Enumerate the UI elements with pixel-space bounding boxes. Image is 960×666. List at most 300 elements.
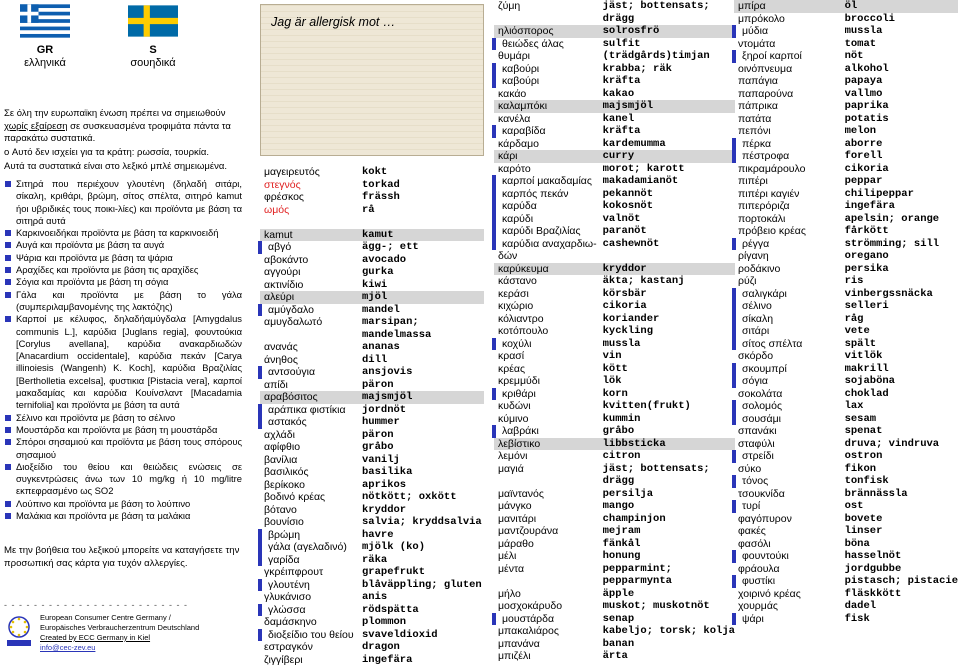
greek-term: πεπόνι bbox=[734, 125, 839, 138]
greek-term: λεμόνι bbox=[494, 450, 597, 463]
swedish-term: vitlök bbox=[839, 350, 958, 363]
swedish-term: chilipeppar bbox=[839, 188, 958, 201]
greek-term: σκουμπρί bbox=[734, 363, 839, 376]
table-row bbox=[260, 604, 484, 617]
swedish-term: fisk bbox=[839, 613, 958, 626]
swedish-term: ris bbox=[839, 275, 958, 288]
greek-term: γάλα (αγελαδινό) bbox=[260, 541, 356, 554]
swedish-term: anis bbox=[356, 591, 484, 604]
greek-term: πικραμάρουλο bbox=[734, 163, 839, 176]
table-row bbox=[734, 600, 958, 613]
table-row bbox=[494, 63, 735, 76]
greek-term: πρόβειο κρέας bbox=[734, 225, 839, 238]
list-item: Σπόροι σησαμιού και προϊόντα με βάση τους σπόρους σησαμιού bbox=[4, 436, 242, 461]
swedish-term: majsmjöl bbox=[597, 100, 735, 113]
greek-term: σιτάρι bbox=[734, 325, 839, 338]
table-row bbox=[734, 525, 958, 538]
table-row bbox=[260, 591, 484, 604]
swedish-term: råg bbox=[839, 313, 958, 326]
swedish-term: bovete bbox=[839, 513, 958, 526]
table-row bbox=[494, 463, 735, 476]
table-row bbox=[494, 550, 735, 563]
swedish-term: torkad bbox=[356, 179, 484, 192]
greek-term: μαγειρευτός bbox=[260, 166, 356, 179]
greek-term: απίδι bbox=[260, 379, 356, 392]
greek-term: αβοκάντο bbox=[260, 254, 356, 267]
table-row bbox=[734, 75, 958, 88]
table-row bbox=[734, 500, 958, 513]
greek-term: οινόπνευμα bbox=[734, 63, 839, 76]
swedish-term: mango bbox=[597, 500, 735, 513]
swedish-term: potatis bbox=[839, 113, 958, 126]
table-row bbox=[494, 325, 735, 338]
list-item: Σέλινο και προϊόντα με βάση το σέλινο bbox=[4, 412, 242, 424]
greek-term: αντσούγια bbox=[260, 366, 356, 379]
swedish-term: senap bbox=[597, 613, 735, 626]
table-row bbox=[734, 113, 958, 126]
greek-term: εστραγκόν bbox=[260, 641, 356, 654]
greek-term: κρέας bbox=[494, 363, 597, 376]
greek-term: σίτος σπέλτα bbox=[734, 338, 839, 351]
swedish-term: lök bbox=[597, 375, 735, 388]
table-row bbox=[734, 213, 958, 226]
swedish-term: fänkål bbox=[597, 538, 735, 551]
greek-term: βασιλικός bbox=[260, 466, 356, 479]
greek-term: κακάο bbox=[494, 88, 597, 101]
swedish-term: valnöt bbox=[597, 213, 735, 226]
table-row bbox=[734, 475, 958, 488]
table-row bbox=[494, 300, 735, 313]
table-row bbox=[494, 588, 735, 601]
greek-term: κάρδαμο bbox=[494, 138, 597, 151]
swedish-term: ärta bbox=[597, 650, 735, 663]
table-row bbox=[734, 50, 958, 63]
table-row bbox=[494, 388, 735, 401]
table-row bbox=[260, 516, 484, 529]
greek-term: kamut bbox=[260, 229, 356, 242]
greek-term: ζιγγίβερι bbox=[260, 654, 356, 666]
table-row bbox=[260, 554, 484, 567]
greek-term: σέλινο bbox=[734, 300, 839, 313]
greek-term: ηλιόσπορος bbox=[494, 25, 597, 38]
greek-term: σόγια bbox=[734, 375, 839, 388]
table-row bbox=[260, 279, 484, 292]
greek-term: βουνίσιο bbox=[260, 516, 356, 529]
greek-term: αλεύρι bbox=[260, 291, 356, 304]
swedish-term: kryddor bbox=[597, 263, 735, 276]
table-row bbox=[494, 150, 735, 163]
greek-term: μάραθο bbox=[494, 538, 597, 551]
swedish-term: jäst; bottensats; bbox=[597, 0, 735, 13]
greek-language-label: GR ελληνικά bbox=[0, 44, 90, 70]
table-row bbox=[260, 529, 484, 542]
table-row bbox=[494, 563, 735, 576]
table-row bbox=[734, 150, 958, 163]
swedish-term: frässh bbox=[356, 191, 484, 204]
greek-term: φράουλα bbox=[734, 563, 839, 576]
greek-term: κριθάρι bbox=[494, 388, 597, 401]
greek-term: ρίγανη bbox=[734, 250, 839, 263]
table-row bbox=[734, 25, 958, 38]
table-row bbox=[494, 75, 735, 88]
swedish-term: päron bbox=[356, 429, 484, 442]
table-row bbox=[734, 188, 958, 201]
greek-term: τσουκνίδα bbox=[734, 488, 839, 501]
swedish-term: salvia; kryddsalvia bbox=[356, 516, 484, 529]
table-row bbox=[494, 450, 735, 463]
swedish-term: gråbo bbox=[597, 425, 735, 438]
table-row bbox=[734, 225, 958, 238]
swedish-term: fläskkött bbox=[839, 588, 958, 601]
list-item: Αυγά και προϊόντα με βάση τα αυγά bbox=[4, 239, 242, 251]
swedish-term: paprika bbox=[839, 100, 958, 113]
greek-term: τόνος bbox=[734, 475, 839, 488]
table-row bbox=[260, 404, 484, 417]
swedish-term: svaveldioxid bbox=[356, 629, 484, 642]
greek-term: κανέλα bbox=[494, 113, 597, 126]
intro-paragraph: Σε όλη την ευρωπαϊκη ένωση πρέπει να σημειωθούν χωρίς εξαίρεση σε συσκευασμένα τροφιμάτα πάντα τα παρακάτω συστατικά. bbox=[4, 108, 242, 146]
greek-term: κιχώριο bbox=[494, 300, 597, 313]
greek-term: καρύκευμα bbox=[494, 263, 597, 276]
table-row bbox=[734, 88, 958, 101]
table-row bbox=[494, 163, 735, 176]
greek-term: μέντα bbox=[494, 563, 597, 576]
table-row bbox=[734, 238, 958, 251]
table-row bbox=[494, 425, 735, 438]
table-row bbox=[734, 263, 958, 276]
table-row bbox=[260, 179, 484, 192]
swedish-term: ingefära bbox=[356, 654, 484, 666]
swedish-term: drägg bbox=[597, 13, 735, 26]
swedish-term: fikon bbox=[839, 463, 958, 476]
table-row bbox=[260, 429, 484, 442]
table-row bbox=[494, 88, 735, 101]
swedish-term: krabba; räk bbox=[597, 63, 735, 76]
swedish-term: äpple bbox=[597, 588, 735, 601]
table-row bbox=[260, 291, 484, 304]
greek-term: καρπός πεκάν bbox=[494, 188, 597, 201]
greek-term: στρείδι bbox=[734, 450, 839, 463]
swedish-term: kardemumma bbox=[597, 138, 735, 151]
greek-term: σοκολάτα bbox=[734, 388, 839, 401]
cut-line: - - - - - - - - - - - - - - - - - - - - - - - - - bbox=[4, 600, 188, 610]
table-row bbox=[494, 250, 735, 263]
greek-term: καρύδι bbox=[494, 213, 597, 226]
swedish-term: persilja bbox=[597, 488, 735, 501]
greek-term: γλώσσα bbox=[260, 604, 356, 617]
greek-term: αφίφθιο bbox=[260, 441, 356, 454]
greek-term: ρύζι bbox=[734, 275, 839, 288]
table-row bbox=[260, 541, 484, 554]
table-row bbox=[734, 400, 958, 413]
swedish-term: dadel bbox=[839, 600, 958, 613]
swedish-term: kvitten(frukt) bbox=[597, 400, 735, 413]
swedish-term: plommon bbox=[356, 616, 484, 629]
table-row bbox=[494, 650, 735, 663]
greek-term: ντομάτα bbox=[734, 38, 839, 51]
swedish-term: rödspätta bbox=[356, 604, 484, 617]
table-row bbox=[734, 425, 958, 438]
swedish-term: sulfit bbox=[597, 38, 735, 51]
swedish-term: avocado bbox=[356, 254, 484, 267]
greek-term: κεράσι bbox=[494, 288, 597, 301]
greek-term: αστακός bbox=[260, 416, 356, 429]
list-item: Ψάρια και προϊόντα με βάση τα ψάρια bbox=[4, 252, 242, 264]
greek-term: αμυγδαλωτό bbox=[260, 316, 356, 329]
greek-term bbox=[260, 329, 356, 342]
table-row bbox=[260, 454, 484, 467]
greek-term: κόλιαντρο bbox=[494, 313, 597, 326]
greek-term: μουστάρδα bbox=[494, 613, 597, 626]
greek-term: ωμός bbox=[260, 204, 356, 217]
swedish-term: tonfisk bbox=[839, 475, 958, 488]
swedish-term: kummin bbox=[597, 413, 735, 426]
list-item: Γάλα και προϊόντα με βάση το γάλα (συμπεριλαμβανομένης της λακτόζης) bbox=[4, 289, 242, 314]
greek-term: λεβίστικο bbox=[494, 438, 597, 451]
table-row bbox=[494, 100, 735, 113]
table-row bbox=[494, 438, 735, 451]
table-row bbox=[494, 538, 735, 551]
greek-term: χοιρινό κρέας bbox=[734, 588, 839, 601]
greek-term: μπιζέλι bbox=[494, 650, 597, 663]
greek-term: φασόλι bbox=[734, 538, 839, 551]
greek-term: καρποί μακαδαμίας bbox=[494, 175, 597, 188]
swedish-term: kabeljo; torsk; kolja bbox=[597, 625, 735, 638]
greek-term: κρεμμύδι bbox=[494, 375, 597, 388]
swedish-term: majsmjöl bbox=[356, 391, 484, 404]
table-row bbox=[734, 488, 958, 501]
swedish-term: vin bbox=[597, 350, 735, 363]
swedish-term: mussla bbox=[839, 25, 958, 38]
swedish-term: kamut bbox=[356, 229, 484, 242]
greek-term: κυδώνι bbox=[494, 400, 597, 413]
table-row bbox=[260, 341, 484, 354]
table-row bbox=[734, 350, 958, 363]
list-item: Διοξείδιο του θείου και θειώδεις ενώσεις σε συγκεντρώσεις άνω των 10 mg/kg ή 10 mg/litre εκπεφρασμένο ως SO2 bbox=[4, 461, 242, 498]
greek-term: παπάγια bbox=[734, 75, 839, 88]
email-link[interactable]: info@cec-zev.eu bbox=[40, 643, 199, 653]
swedish-term: morot; karott bbox=[597, 163, 735, 176]
table-row bbox=[734, 338, 958, 351]
greek-term: κρασί bbox=[494, 350, 597, 363]
greek-term bbox=[260, 216, 356, 229]
swedish-term: spält bbox=[839, 338, 958, 351]
greek-term: αβγό bbox=[260, 241, 356, 254]
swedish-term: dragon bbox=[356, 641, 484, 654]
table-row bbox=[734, 325, 958, 338]
swedish-term: pistasch; pistacie bbox=[839, 575, 958, 588]
swedish-term: korn bbox=[597, 388, 735, 401]
greek-term: μπακαλιάρος bbox=[494, 625, 597, 638]
swedish-language-label: S σουηδικά bbox=[108, 44, 198, 70]
table-row bbox=[260, 216, 484, 229]
table-row bbox=[494, 138, 735, 151]
swedish-term: aborre bbox=[839, 138, 958, 151]
table-row bbox=[734, 38, 958, 51]
outro-paragraph: Με την βοήθεια του λεξικού μπορείτε να καταγήσετε την προσωπική σας κάρτα για τυχόν αλλεργίες. bbox=[4, 544, 240, 570]
table-row bbox=[494, 400, 735, 413]
swedish-term: linser bbox=[839, 525, 958, 538]
greek-term: κοχύλι bbox=[494, 338, 597, 351]
swedish-term: sesam bbox=[839, 413, 958, 426]
table-row bbox=[260, 504, 484, 517]
swedish-term: solrosfrö bbox=[597, 25, 735, 38]
swedish-term: jordnöt bbox=[356, 404, 484, 417]
greek-term: γλουτένη bbox=[260, 579, 356, 592]
table-row bbox=[734, 588, 958, 601]
list-item: Σιτηρά που περιέχουν γλουτένη (δηλαδή σιτάρι, σίκαλη, κριθάρι, βρώμη, σίτος σπέλτα, σιτηρό kamut ήoι υβριδικές τους ποικι-λίες) και προϊόντα με βάση τα σιτηρά αυτά bbox=[4, 178, 242, 227]
swedish-term: kokosnöt bbox=[597, 200, 735, 213]
table-row bbox=[494, 363, 735, 376]
table-row bbox=[734, 575, 958, 588]
greek-term: πατάτα bbox=[734, 113, 839, 126]
greek-term: σίκαλη bbox=[734, 313, 839, 326]
swedish-term: blåväppling; gluten bbox=[356, 579, 484, 592]
greek-term: καρύδι Βραζιλίας bbox=[494, 225, 597, 238]
swedish-term: apelsin; orange bbox=[839, 213, 958, 226]
table-row bbox=[734, 300, 958, 313]
swedish-term: selleri bbox=[839, 300, 958, 313]
swedish-term: öl bbox=[839, 0, 958, 13]
table-row bbox=[734, 125, 958, 138]
greek-term: καλαμπόκι bbox=[494, 100, 597, 113]
greek-term: φακές bbox=[734, 525, 839, 538]
swedish-term: oregano bbox=[839, 250, 958, 263]
swedish-term: äkta; kastanj bbox=[597, 275, 735, 288]
swedish-term: mejram bbox=[597, 525, 735, 538]
greek-term: μαϊντανός bbox=[494, 488, 597, 501]
table-row bbox=[734, 375, 958, 388]
greek-term: ξηροί καρποί bbox=[734, 50, 839, 63]
swedish-term: ananas bbox=[356, 341, 484, 354]
swedish-term: nöt bbox=[839, 50, 958, 63]
table-row bbox=[260, 329, 484, 342]
table-row bbox=[494, 275, 735, 288]
swedish-term: körsbär bbox=[597, 288, 735, 301]
allergy-card bbox=[260, 4, 484, 156]
swedish-term: (trädgårds)timjan bbox=[597, 50, 735, 63]
table-row bbox=[494, 413, 735, 426]
table-row bbox=[494, 38, 735, 51]
swedish-term: gurka bbox=[356, 266, 484, 279]
swedish-term: strömming; sill bbox=[839, 238, 958, 251]
greek-term: κάρι bbox=[494, 150, 597, 163]
table-row bbox=[734, 613, 958, 626]
swedish-term: havre bbox=[356, 529, 484, 542]
swedish-term: böna bbox=[839, 538, 958, 551]
swedish-term: ost bbox=[839, 500, 958, 513]
swedish-term: citron bbox=[597, 450, 735, 463]
swedish-term: mussla bbox=[597, 338, 735, 351]
swedish-term: rå bbox=[356, 204, 484, 217]
greek-term: γκρέιπφρουτ bbox=[260, 566, 356, 579]
swedish-term: papaya bbox=[839, 75, 958, 88]
swedish-term: pekannöt bbox=[597, 188, 735, 201]
table-row bbox=[494, 113, 735, 126]
table-row bbox=[494, 13, 735, 26]
greek-term: αράπικα φιστίκια bbox=[260, 404, 356, 417]
swedish-term: broccoli bbox=[839, 13, 958, 26]
greek-term: σαλιγκάρι bbox=[734, 288, 839, 301]
greek-term: αχλάδι bbox=[260, 429, 356, 442]
swedish-term: nötkött; oxkött bbox=[356, 491, 484, 504]
greek-term: ακτινίδιο bbox=[260, 279, 356, 292]
swedish-term: cikoria bbox=[839, 163, 958, 176]
greek-term: βρώμη bbox=[260, 529, 356, 542]
intro-column bbox=[0, 0, 244, 654]
greek-term: μπρόκολο bbox=[734, 13, 839, 26]
greek-term: καραβίδα bbox=[494, 125, 597, 138]
table-row bbox=[260, 479, 484, 492]
table-row bbox=[734, 63, 958, 76]
table-row bbox=[494, 575, 735, 588]
swedish-term: kiwi bbox=[356, 279, 484, 292]
table-row bbox=[734, 100, 958, 113]
greek-term bbox=[494, 575, 597, 588]
table-row bbox=[260, 204, 484, 217]
greek-term: φαγόπυρον bbox=[734, 513, 839, 526]
greek-term: βερίκοκο bbox=[260, 479, 356, 492]
greek-term: θειώδες άλας bbox=[494, 38, 597, 51]
greek-term: πιπερόριζα bbox=[734, 200, 839, 213]
swedish-term: mjölk (ko) bbox=[356, 541, 484, 554]
greek-term: πιπέρι bbox=[734, 175, 839, 188]
swedish-term: banan bbox=[597, 638, 735, 651]
table-row bbox=[260, 629, 484, 642]
table-row bbox=[494, 513, 735, 526]
greek-term: σκόρδο bbox=[734, 350, 839, 363]
table-row bbox=[260, 416, 484, 429]
table-row bbox=[260, 316, 484, 329]
table-row bbox=[260, 579, 484, 592]
table-row bbox=[494, 313, 735, 326]
swedish-term: libbsticka bbox=[597, 438, 735, 451]
table-row bbox=[260, 566, 484, 579]
swedish-term: ägg-; ett bbox=[356, 241, 484, 254]
swedish-term: hummer bbox=[356, 416, 484, 429]
swedish-flag-icon bbox=[128, 2, 178, 40]
table-row bbox=[734, 563, 958, 576]
swedish-term: persika bbox=[839, 263, 958, 276]
greek-term: ζύμη bbox=[494, 0, 597, 13]
table-row bbox=[494, 525, 735, 538]
greek-term: βοδινό κρέας bbox=[260, 491, 356, 504]
table-row bbox=[260, 391, 484, 404]
swedish-term: curry bbox=[597, 150, 735, 163]
swedish-term: mandel bbox=[356, 304, 484, 317]
table-row bbox=[260, 641, 484, 654]
table-row bbox=[260, 304, 484, 317]
table-row bbox=[494, 488, 735, 501]
table-row bbox=[260, 616, 484, 629]
swedish-term: jäst; bottensats; bbox=[597, 463, 735, 476]
swedish-term: pepparmint; bbox=[597, 563, 735, 576]
table-row bbox=[494, 50, 735, 63]
swedish-term: mjöl bbox=[356, 291, 484, 304]
swedish-term: forell bbox=[839, 150, 958, 163]
greek-term: καρότο bbox=[494, 163, 597, 176]
swedish-term: peppar bbox=[839, 175, 958, 188]
greek-term: πέρκα bbox=[734, 138, 839, 151]
greek-term: ανανάς bbox=[260, 341, 356, 354]
greek-term: καρύδα bbox=[494, 200, 597, 213]
table-row bbox=[734, 313, 958, 326]
greek-term: αραβόσιτος bbox=[260, 391, 356, 404]
table-row bbox=[260, 654, 484, 666]
swedish-term: aprikos bbox=[356, 479, 484, 492]
swedish-term: melon bbox=[839, 125, 958, 138]
greek-term: μαντζουράνα bbox=[494, 525, 597, 538]
